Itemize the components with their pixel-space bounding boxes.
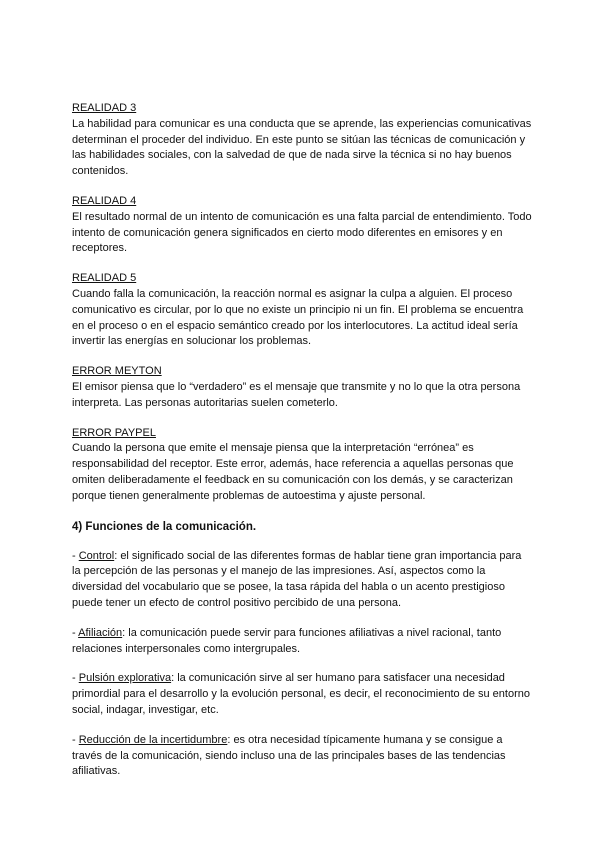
funcion-pulsion-prefix: -	[72, 672, 79, 685]
funcion-reduccion-term: Reducción de la incertidumbre	[78, 733, 228, 746]
error-meyton-block	[72, 364, 532, 411]
section-title: 4) Funciones de la comunicación.	[72, 520, 257, 533]
funcion-afiliacion-prefix: -	[72, 626, 79, 639]
realidad-3-text: La habilidad para comunicar es una conducta que se aprende, las experiencias comunicativas determinan el proceder del individuo. En este punto se sitúan las técnicas de comunicación y las habilidades sociales, con la salvedad de que de nada sirve la técnica si no hay buenos contenidos.	[72, 117, 532, 178]
error-paypel-block	[72, 426, 532, 505]
funcion-control-text: : el significado social de las diferentes formas de hablar tiene gran importancia para la percepción de las personas y el manejo de las impresiones. Así, aspectos como la diversidad del vocabulario que se posee, la tasa rápida del habla o un acento prestigioso puede tener un efecto de control positivo percibido de una persona.	[72, 549, 522, 609]
funcion-pulsion-text: : la comunicación sirve al ser humano para satisfacer una necesidad primordial para el desarrollo y la evolución personal, es decir, el reconocimiento de su entorno social, indagar, investigar, etc.	[72, 672, 530, 716]
realidad-3-heading: REALIDAD 3	[72, 102, 137, 114]
funcion-control-prefix: -	[72, 549, 79, 562]
funcion-reduccion-prefix: -	[72, 733, 79, 746]
realidad-5-block	[72, 271, 532, 350]
error-meyton-text: El emisor piensa que lo “verdadero” es el mensaje que transmite y no lo que la otra persona interpreta. Las personas autoritarias suelen cometerlo.	[72, 380, 521, 409]
realidad-5-text: Cuando falla la comunicación, la reacción normal es asignar la culpa a alguien. El proceso comunicativo es circular, por lo que no existe un principio ni un fin. El problema se encuentra en el proceso o en el espacio semántico creado por los interlocutores. La actitud ideal sería invertir las energías en solucionar los problemas.	[72, 287, 524, 348]
funcion-control	[72, 549, 532, 612]
funcion-afiliacion-term: Afiliación	[78, 626, 123, 639]
funcion-afiliacion	[72, 626, 532, 658]
error-paypel-text: Cuando la persona que emite el mensaje piensa que la interpretación “errónea” es responsabilidad del receptor. Este error, además, hace referencia a aquellas personas que omiten deliberadamente el feedback en su comunicación con los demás, y se caracterizan porque tienen generalmente problemas de autoestima y ajuste personal.	[72, 442, 514, 502]
funcion-pulsion	[72, 671, 532, 718]
realidad-5-heading: REALIDAD 5	[72, 272, 137, 285]
funcion-reduccion	[72, 733, 532, 780]
realidad-3-block	[72, 101, 532, 180]
realidad-4-heading: REALIDAD 4	[72, 194, 137, 207]
error-paypel-heading: ERROR PAYPEL	[72, 426, 156, 439]
realidad-4-block	[72, 194, 532, 257]
funcion-reduccion-text: : es otra necesidad típicamente humana y se consigue a través de la comunicación, siendo incluso una de las principales bases de las tendencias afiliativas.	[72, 733, 506, 778]
funcion-pulsion-term: Pulsión explorativa	[78, 672, 172, 685]
funcion-control-term: Control	[78, 549, 115, 562]
funcion-afiliacion-text: : la comunicación puede servir para funciones afiliativas a nivel racional, tanto relaciones interpersonales como intergrupales.	[72, 626, 502, 655]
document-content	[72, 101, 532, 794]
error-meyton-heading: ERROR MEYTON	[72, 365, 162, 378]
realidad-4-text: El resultado normal de un intento de comunicación es una falta parcial de entendimiento. Todo intento de comunicación genera significados en cierto modo diferentes en emisores y en receptores.	[72, 210, 532, 255]
